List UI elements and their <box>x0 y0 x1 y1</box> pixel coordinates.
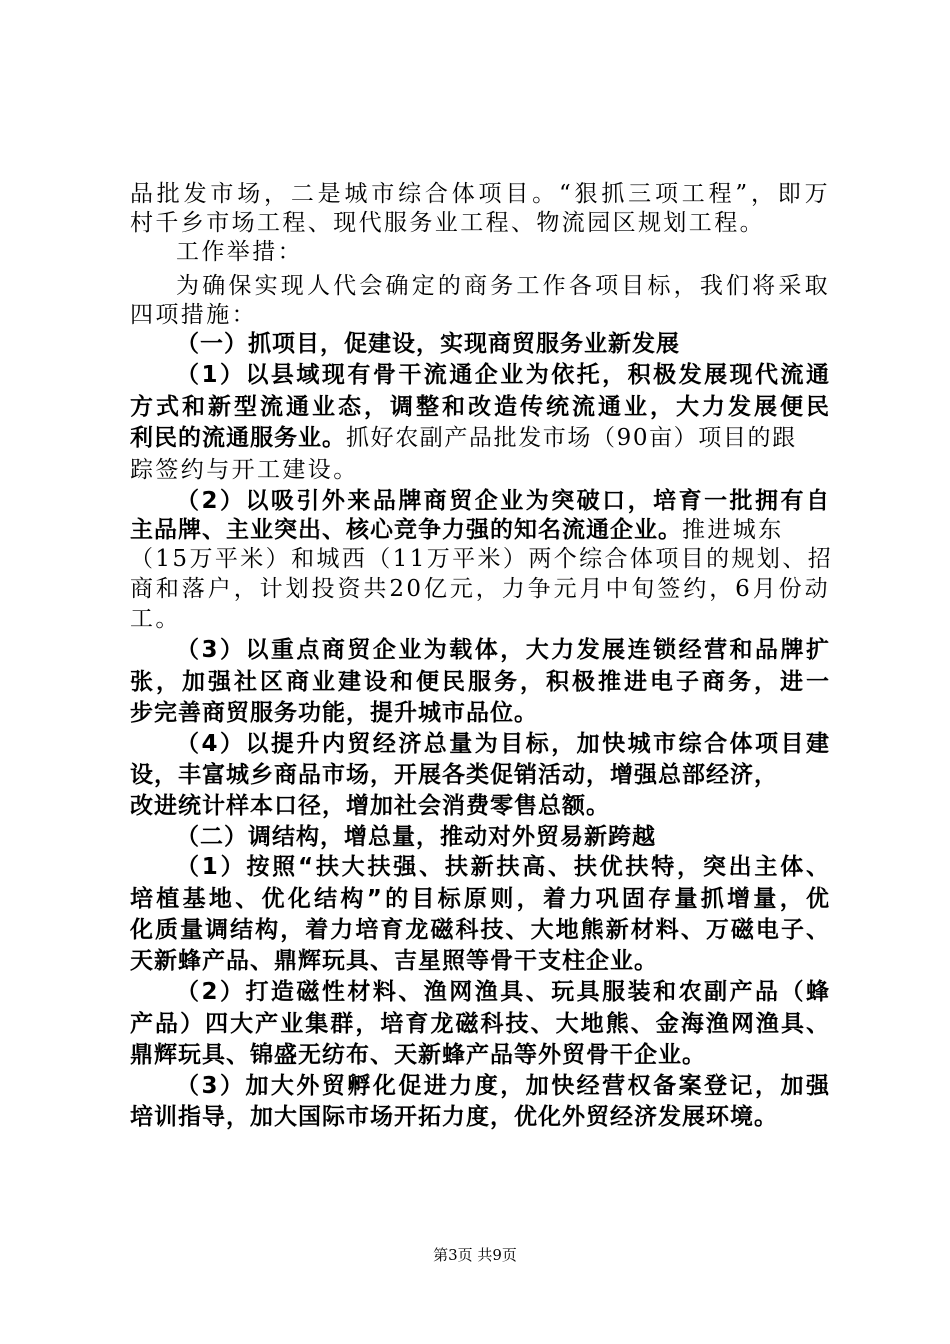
text-line: （4）以提升内贸经济总量为目标，加快城市综合体项目建 <box>176 731 830 757</box>
text-line: （15万平米）和城西（11万平米）两个综合体项目的规划、招 <box>130 546 834 572</box>
section-heading: （二）调结构，增总量，推动对外贸易新跨越 <box>176 824 656 850</box>
text-line: 改进统计样本口径，增加社会消费零售总额。 <box>130 793 610 819</box>
text-line: （1）按照“扶大扶强、扶新扶高、扶优扶特，突出主体、 <box>176 854 830 880</box>
page-footer: 第3页 共9页 <box>433 1246 517 1264</box>
section-heading: （一）抓项目，促建设，实现商贸服务业新发展 <box>176 331 680 357</box>
text-line: 步完善商贸服务功能，提升城市品位。 <box>130 700 538 726</box>
text-line: 工。 <box>130 606 181 632</box>
text-line: 品批发市场，二是城市综合体项目。“狠抓三项工程”，即万 <box>130 181 830 207</box>
text-line: 为确保实现人代会确定的商务工作各项目标，我们将采取 <box>176 273 830 299</box>
text-line: 天新蜂产品、鼎辉玩具、吉星照等骨干支柱企业。 <box>130 948 658 974</box>
text-line: 鼎辉玩具、锦盛无纺布、天新蜂产品等外贸骨干企业。 <box>130 1042 706 1068</box>
text-line: 产品）四大产业集群，培育龙磁科技、大地熊、金海渔网渔具、 <box>130 1011 830 1037</box>
text-line: （3）以重点商贸企业为载体，大力发展连锁经营和品牌扩 <box>176 637 830 663</box>
text-line: 化质量调结构，着力培育龙磁科技、大地熊新材料、万磁电子、 <box>130 917 830 943</box>
text-segment: 利民的流通服务业。 <box>130 425 346 451</box>
text-line: 四项措施： <box>130 302 257 328</box>
text-line: 踪签约与开工建设。 <box>130 457 359 483</box>
text-line: 培训指导，加大国际市场开拓力度，优化外贸经济发展环境。 <box>130 1104 778 1130</box>
text-line: 培植基地、优化结构”的目标原则，着力巩固存量抓增量，优 <box>130 886 830 912</box>
text-line: 工作举措： <box>176 239 303 265</box>
text-segment: 推进城东 <box>682 517 784 543</box>
text-line <box>130 516 830 544</box>
text-line: 设，丰富城乡商品市场，开展各类促销活动，增强总部经济， <box>130 762 778 788</box>
text-line: （2）打造磁性材料、渔网渔具、玩具服装和农副产品（蜂 <box>176 979 830 1005</box>
text-line: （3）加大外贸孵化促进力度，加快经营权备案登记，加强 <box>176 1073 830 1099</box>
text-line: （1）以县域现有骨干流通企业为依托，积极发展现代流通 <box>176 362 830 388</box>
text-line <box>130 424 830 452</box>
text-line: 方式和新型流通业态，调整和改造传统流通业，大力发展便民 <box>130 394 830 420</box>
text-segment: 抓好农副产品批发市场（90亩）项目的跟 <box>346 425 797 451</box>
text-line: （2）以吸引外来品牌商贸企业为突破口，培育一批拥有自 <box>176 488 830 514</box>
text-line: 张，加强社区商业建设和便民服务，积极推进电子商务，进一 <box>130 669 830 695</box>
text-line: 商和落户，计划投资共20亿元，力争元月中旬签约，6月份动 <box>130 576 830 602</box>
text-line: 村千乡市场工程、现代服务业工程、物流园区规划工程。 <box>130 210 765 236</box>
text-segment: 主品牌、主业突出、核心竞争力强的知名流通企业。 <box>130 517 682 543</box>
